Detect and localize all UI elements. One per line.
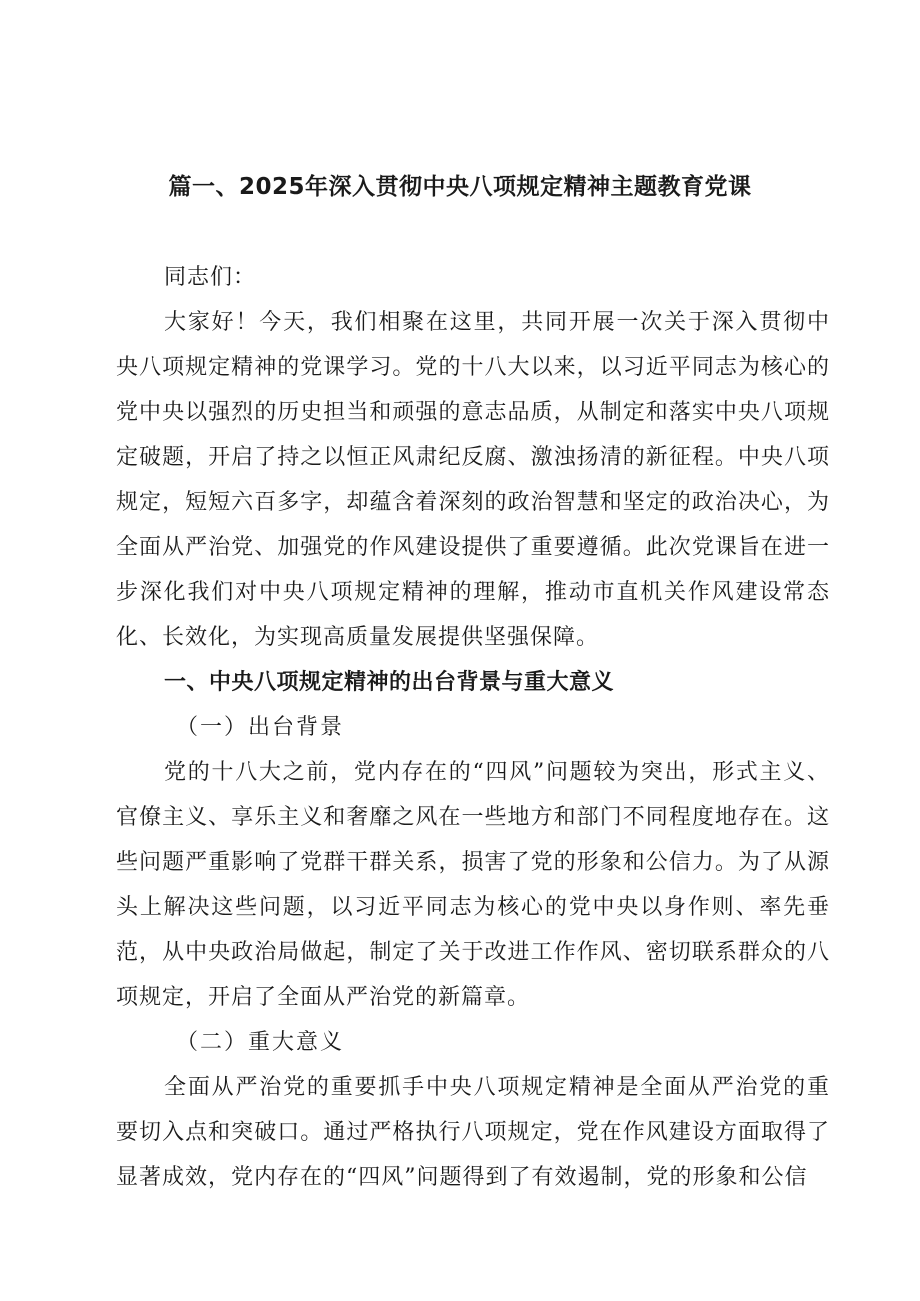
- background-paragraph: 党的十八大之前，党内存在的“四风”问题较为突出，形式主义、官僚主义、享乐主义和奢靡之风在一些地方和部门不同程度地存在。这些问题严重影响了党群干群关系，损害了党的形象和公信力。为了从源头上解决这些问题，以习近平同志为核心的党中央以身作则、率先垂范，从中央政治局做起，制定了关于改进工作作风、密切联系群众的八项规定，开启了全面从严治党的新篇章。: [116, 760, 830, 1010]
- subsection-heading-significance: （二）重大意义: [176, 1030, 345, 1055]
- intro-paragraph: 大家好！今天，我们相聚在这里，共同开展一次关于深入贯彻中央八项规定精神的党课学习。党的十八大以来，以习近平同志为核心的党中央以强烈的历史担当和顽强的意志品质，从制定和落实中央八项规定破题，开启了持之以恒正风肃纪反腐、激浊扬清的新征程。中央八项规定，短短六百多字，却蕴含着深刻的政治智慧和坚定的政治决心，为全面从严治党、加强党的作风建设提供了重要遵循。此次党课旨在进一步深化我们对中央八项规定精神的理解，推动市直机关作风建设常态化、长效化，为实现高质量发展提供坚强保障。: [116, 310, 830, 650]
- document-body: [116, 255, 830, 1200]
- salutation: 同志们：: [164, 265, 257, 290]
- subsection-heading-background: （一）出台背景: [176, 715, 345, 740]
- significance-paragraph: 全面从严治党的重要抓手中央八项规定精神是全面从严治党的重要切入点和突破口。通过严格执行八项规定，党在作风建设方面取得了显著成效，党内存在的“四风”问题得到了有效遏制，党的形象和公信: [116, 1075, 830, 1190]
- document-title: 篇一、2025年深入贯彻中央八项规定精神主题教育党课: [168, 174, 752, 200]
- section-heading: 一、中央八项规定精神的出台背景与重大意义: [164, 670, 615, 695]
